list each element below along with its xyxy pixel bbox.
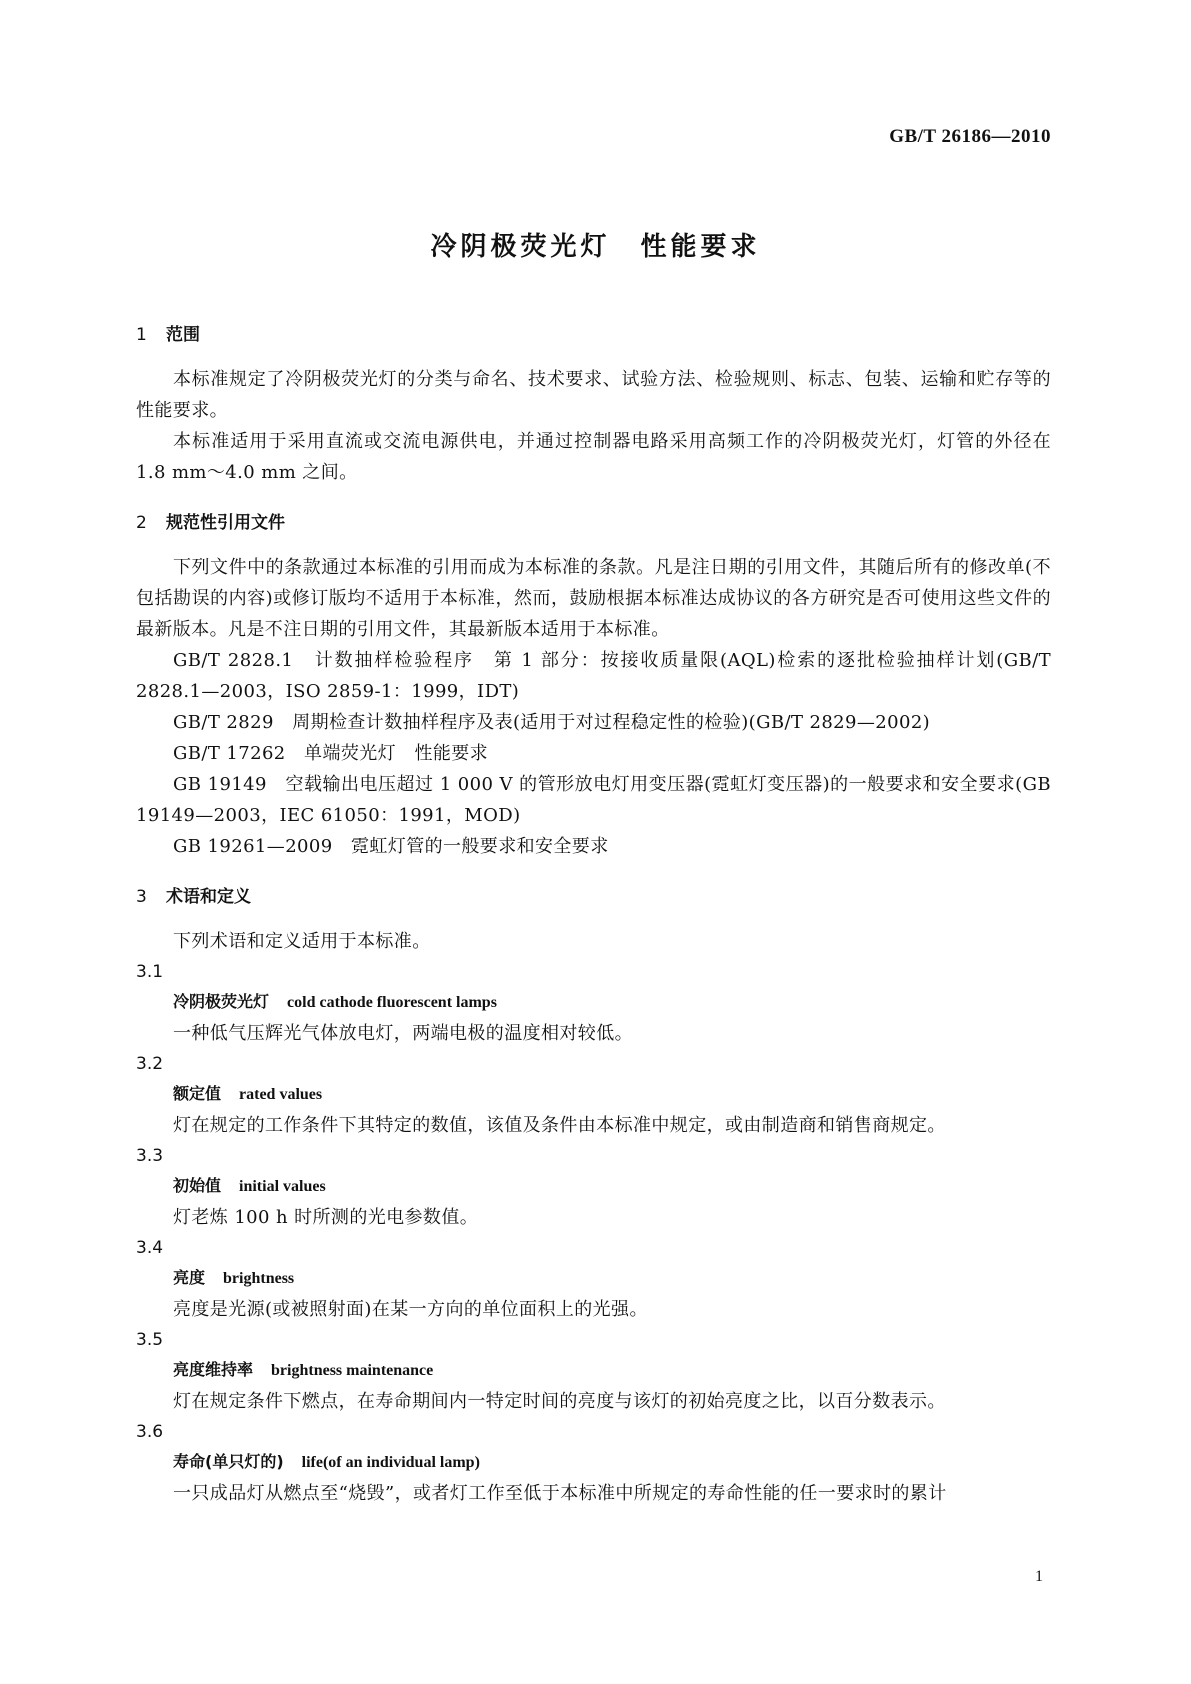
standard-code: GB/T 26186—2010 (889, 126, 1051, 147)
term-name (173, 1263, 1051, 1294)
term-entry (136, 1417, 1051, 1509)
document-title: 冷阴极荧光灯 性能要求 (430, 232, 761, 262)
section-1-heading (136, 320, 1051, 350)
term-name (173, 1447, 1051, 1478)
section-1-paragraph-1: 本标准规定了冷阴极荧光灯的分类与命名、技术要求、试验方法、检验规则、标志、包装、运输和贮存等的性能要求。 (136, 369, 1051, 421)
term-number: 3.1 (136, 962, 164, 982)
term-entry (136, 957, 1051, 1049)
term-name-en: brightness (223, 1270, 295, 1287)
term-name-zh: 额定值 (173, 1084, 222, 1103)
term-entry (136, 1141, 1051, 1233)
section-3-number: 3 (136, 887, 147, 907)
section-3-title: 术语和定义 (166, 887, 251, 907)
term-definition: 灯老炼 100 h 时所测的光电参数值。 (173, 1207, 479, 1228)
document-body (136, 320, 1051, 1509)
term-name-zh: 冷阴极荧光灯 (173, 992, 270, 1011)
term-number: 3.5 (136, 1330, 164, 1350)
term-name (173, 1355, 1051, 1386)
section-2-heading (136, 508, 1051, 538)
section-2-paragraph-1: 下列文件中的条款通过本标准的引用而成为本标准的条款。凡是注日期的引用文件，其随后所有的修改单(不包括勘误的内容)或修订版均不适用于本标准，然而，鼓励根据本标准达成协议的各方研究是否可使用这些文件的最新版本。凡是不注日期的引用文件，其最新版本适用于本标准。 (136, 557, 1051, 640)
normative-reference: GB 19261—2009 霓虹灯管的一般要求和安全要求 (173, 836, 609, 857)
term-name-en: cold cathode fluorescent lamps (287, 994, 497, 1011)
section-1-title: 范围 (166, 325, 200, 345)
term-entry (136, 1049, 1051, 1141)
term-name-en: brightness maintenance (271, 1362, 434, 1379)
term-name-zh: 亮度维持率 (173, 1360, 254, 1379)
normative-reference: GB/T 2828.1 计数抽样检验程序 第 1 部分：按接收质量限(AQL)检索的逐批检验抽样计划(GB/T 2828.1—2003，ISO 2859-1：1999，IDT) (136, 650, 1051, 702)
term-number: 3.6 (136, 1422, 164, 1442)
term-definition: 灯在规定条件下燃点，在寿命期间内一特定时间的亮度与该灯的初始亮度之比，以百分数表示。 (173, 1391, 946, 1412)
normative-reference: GB/T 17262 单端荧光灯 性能要求 (173, 743, 489, 764)
term-name (173, 1079, 1051, 1110)
section-3-paragraph-1: 下列术语和定义适用于本标准。 (173, 931, 431, 952)
section-1-paragraph-2: 本标准适用于采用直流或交流电源供电，并通过控制器电路采用高频工作的冷阴极荧光灯，灯管的外径在 1.8 mm～4.0 mm 之间。 (136, 431, 1051, 483)
term-name-zh: 亮度 (173, 1268, 206, 1287)
section-1-number: 1 (136, 325, 147, 345)
term-name-zh: 寿命(单只灯的) (173, 1452, 284, 1471)
term-definition: 一种低气压辉光气体放电灯，两端电极的温度相对较低。 (173, 1023, 633, 1044)
term-name (173, 1171, 1051, 1202)
term-entry (136, 1325, 1051, 1417)
section-3-heading (136, 882, 1051, 912)
term-name-en: initial values (239, 1178, 326, 1195)
term-number: 3.4 (136, 1238, 164, 1258)
normative-reference: GB 19149 空载输出电压超过 1 000 V 的管形放电灯用变压器(霓虹灯变压器)的一般要求和安全要求(GB 19149—2003，IEC 61050：1991，MOD) (136, 774, 1051, 826)
term-number: 3.3 (136, 1146, 164, 1166)
term-definition: 亮度是光源(或被照射面)在某一方向的单位面积上的光强。 (173, 1299, 648, 1320)
term-name-en: life(of an individual lamp) (301, 1454, 480, 1471)
page-number: 1 (1035, 1568, 1043, 1585)
term-name (173, 987, 1051, 1018)
term-name-en: rated values (239, 1086, 323, 1103)
section-2-number: 2 (136, 513, 147, 533)
term-definition: 灯在规定的工作条件下其特定的数值，该值及条件由本标准中规定，或由制造商和销售商规定。 (173, 1115, 946, 1136)
term-number: 3.2 (136, 1054, 164, 1074)
normative-reference: GB/T 2829 周期检查计数抽样程序及表(适用于对过程稳定性的检验)(GB/T 2829—2002) (173, 712, 931, 733)
section-2-title: 规范性引用文件 (166, 513, 285, 533)
term-name-zh: 初始值 (173, 1176, 222, 1195)
term-entry (136, 1233, 1051, 1325)
term-definition: 一只成品灯从燃点至“烧毁”，或者灯工作至低于本标准中所规定的寿命性能的任一要求时的累计 (173, 1483, 947, 1504)
